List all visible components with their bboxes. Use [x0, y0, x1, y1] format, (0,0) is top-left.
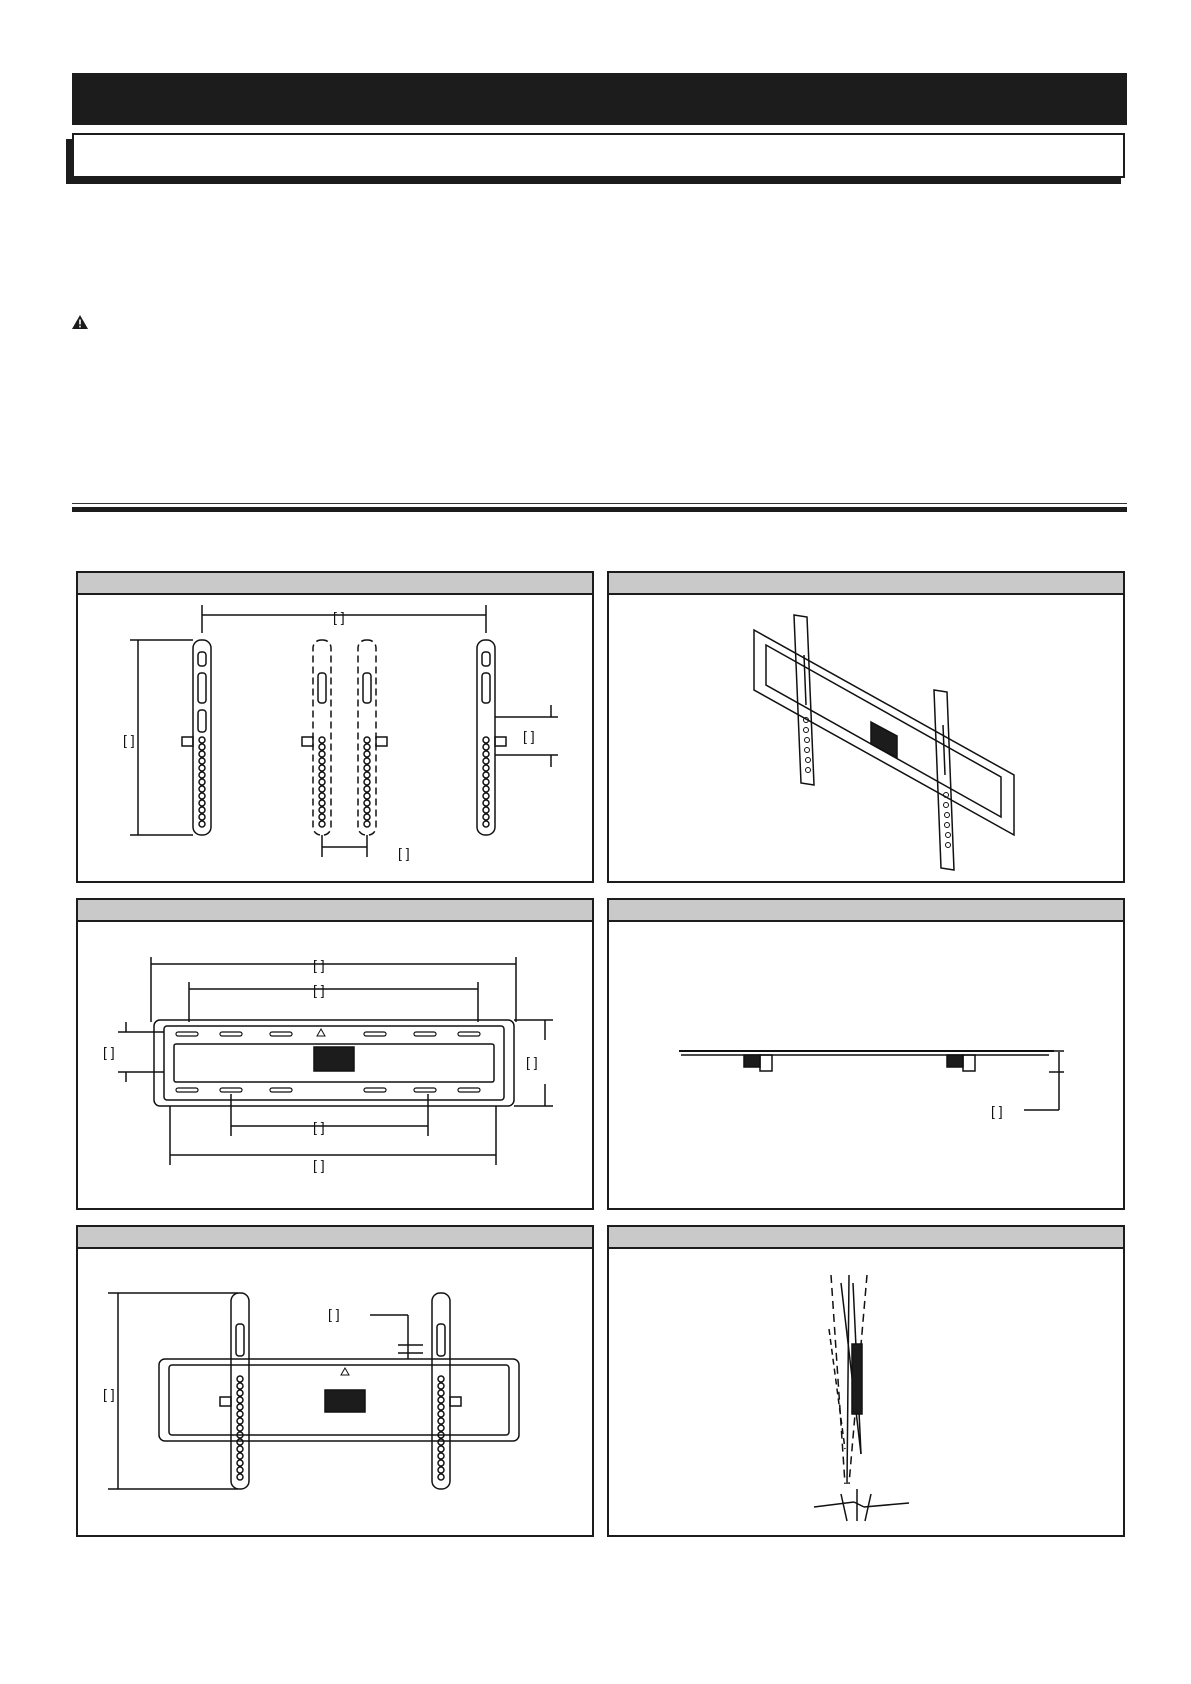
- assembly-dimensions-diagram: [78, 1249, 592, 1535]
- wall-plate-profile-diagram: [609, 922, 1123, 1208]
- svg-text:[ ]: [ ]: [398, 845, 410, 861]
- svg-text:[ ]: [ ]: [313, 957, 325, 973]
- panel-header: [78, 900, 592, 922]
- panel-header: [609, 573, 1123, 595]
- panel-header: [78, 573, 592, 595]
- panel-wall-plate-front: [76, 898, 594, 1210]
- panel-brackets: [76, 571, 594, 883]
- svg-text:[ ]: [ ]: [313, 982, 325, 998]
- svg-text:[ ]: [ ]: [328, 1306, 340, 1322]
- svg-text:[ ]: [ ]: [313, 1119, 325, 1135]
- panel-header: [78, 1227, 592, 1249]
- panel-isometric: [607, 571, 1125, 883]
- subtitle-bar: [72, 133, 1125, 178]
- mount-isometric-diagram: [609, 595, 1123, 881]
- svg-text:[ ]: [ ]: [103, 1044, 115, 1060]
- warning-triangle-icon: [71, 314, 89, 330]
- panel-header: [609, 1227, 1123, 1249]
- panel-assembly-front: [76, 1225, 594, 1537]
- bracket-dimensions-diagram: [78, 595, 592, 881]
- svg-text:[ ]: [ ]: [103, 1386, 115, 1402]
- wall-plate-dimensions-diagram: [78, 922, 592, 1208]
- svg-text:[ ]: [ ]: [991, 1103, 1003, 1119]
- section-divider-thick: [72, 507, 1127, 512]
- svg-text:[ ]: [ ]: [123, 732, 135, 748]
- svg-text:[ ]: [ ]: [313, 1157, 325, 1173]
- svg-text:[ ]: [ ]: [333, 609, 345, 625]
- section-divider-thin: [72, 503, 1127, 504]
- svg-text:[ ]: [ ]: [523, 728, 535, 744]
- panel-wall-plate-side: [607, 898, 1125, 1210]
- svg-text:[ ]: [ ]: [526, 1054, 538, 1070]
- title-bar: [72, 73, 1127, 125]
- panel-tilt-range: [607, 1225, 1125, 1537]
- panel-header: [609, 900, 1123, 922]
- tilt-angle-diagram: [609, 1249, 1123, 1535]
- bracket-holes: [199, 737, 205, 827]
